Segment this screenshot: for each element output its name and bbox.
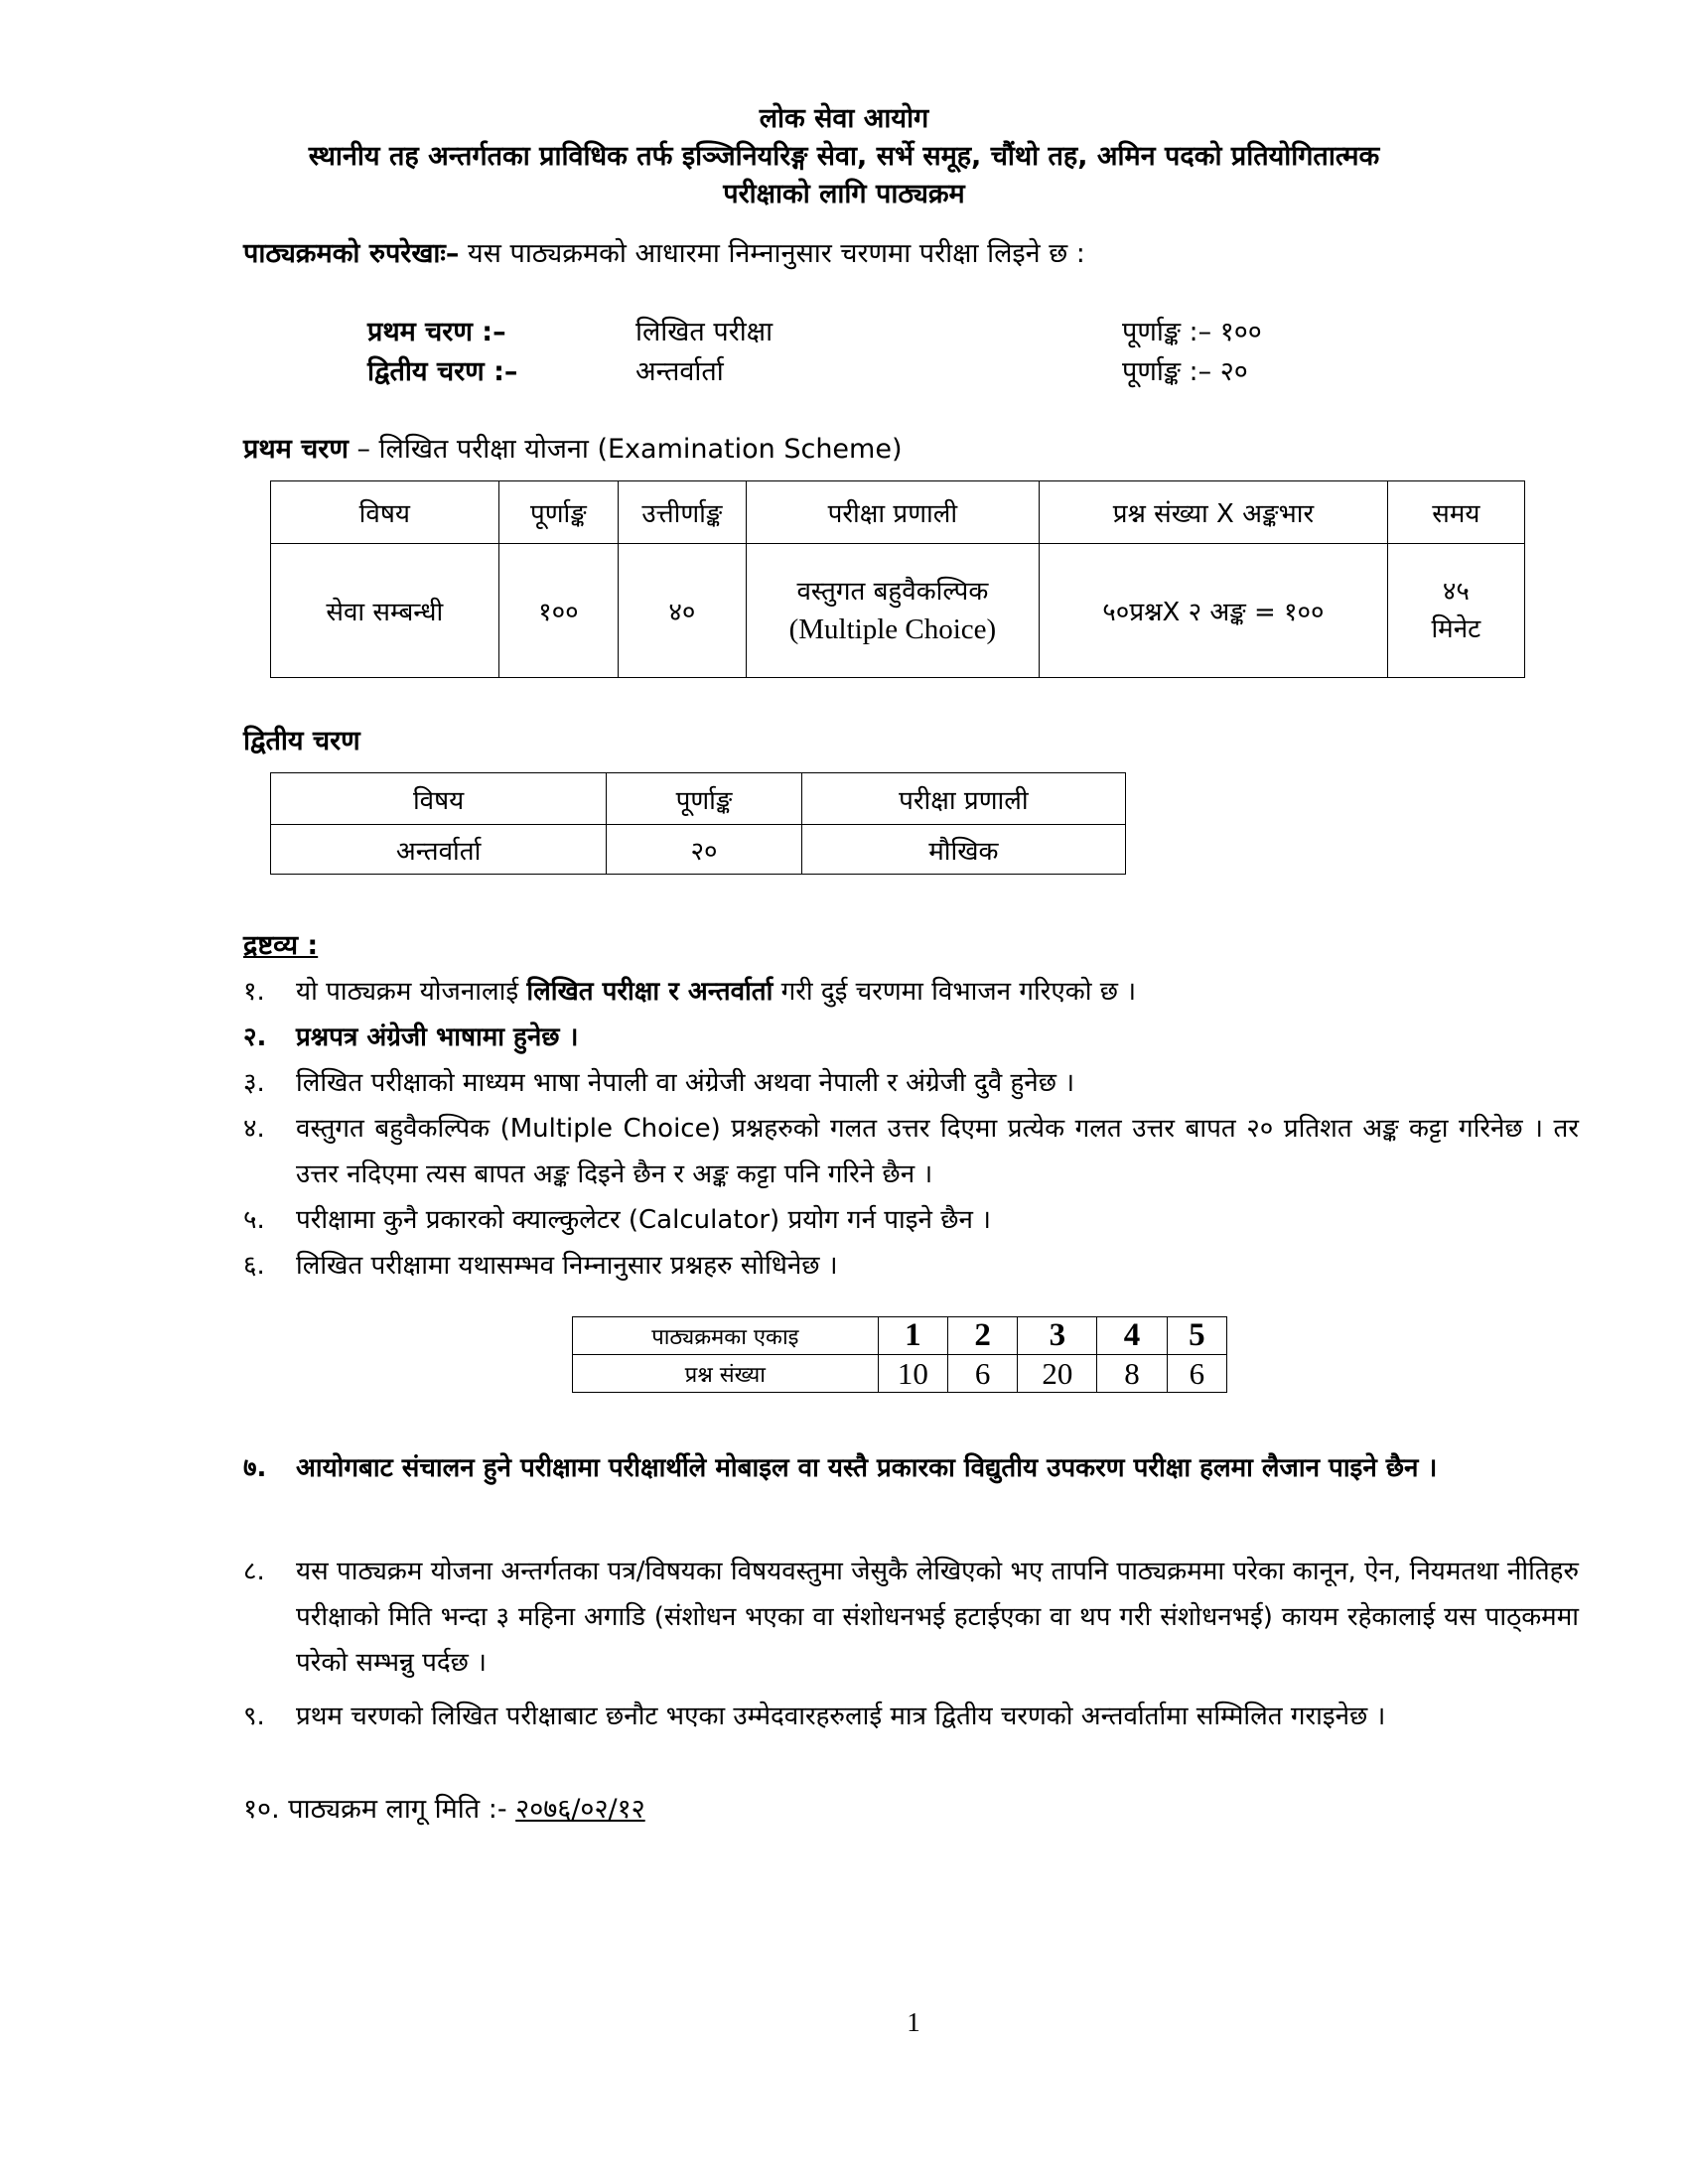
exam-system-line1: वस्तुगत बहुवैकल्पिक bbox=[796, 577, 989, 607]
note-7-text: आयोगबाट संचालन हुने परीक्षामा परीक्षार्थीले मोबाइल वा यस्तै प्रकारका विद्युतीय उपकरण परीक्षा हलमा लैजान पाइने छैन । bbox=[296, 1453, 1438, 1483]
unit-question-table bbox=[572, 1316, 1227, 1393]
stage1-desc: लिखित परीक्षा bbox=[635, 317, 774, 347]
note-9-number: ९. bbox=[243, 1702, 265, 1731]
col-header-full-marks: पूर्णाङ्क bbox=[498, 481, 618, 544]
interview-row bbox=[271, 825, 1126, 875]
note-1-text-c: गरी दुई चरणमा विभाजन गरिएको छ । bbox=[780, 977, 1137, 1007]
unit-1: 1 bbox=[878, 1317, 947, 1355]
col-header-exam-system: परीक्षा प्रणाली bbox=[746, 481, 1039, 544]
interview-cell-subject: अन्तर्वार्ता bbox=[271, 825, 607, 875]
note-5-number: ५. bbox=[243, 1205, 265, 1235]
exam-scheme-table bbox=[270, 480, 1525, 678]
question-count-label: प्रश्न संख्या bbox=[573, 1355, 879, 1393]
stage2-name: द्वितीय चरण :– bbox=[367, 356, 518, 387]
col-header-pass-marks: उत्तीर्णाङ्क bbox=[619, 481, 747, 544]
exam-system-line2: (Multiple Choice) bbox=[788, 614, 997, 645]
count-unit-3: 20 bbox=[1018, 1355, 1097, 1393]
note-1-text-bold: लिखित परीक्षा र अन्तर्वार्ता bbox=[526, 977, 774, 1007]
stage1-marks: पूर्णाङ्क :– १०० bbox=[1122, 317, 1262, 347]
commission-title: लोक सेवा आयोग bbox=[759, 103, 929, 134]
effective-date: २०७६/०२/१२ bbox=[515, 1794, 645, 1825]
first-stage-heading-bold: प्रथम चरण bbox=[243, 434, 349, 465]
unit-5: 5 bbox=[1167, 1317, 1226, 1355]
cell-questions: ५०प्रश्नX २ अङ्क = १०० bbox=[1040, 544, 1388, 678]
note-8-number: ८. bbox=[243, 1557, 265, 1586]
interview-col-full-marks: पूर्णाङ्क bbox=[607, 773, 802, 825]
outline-line bbox=[243, 236, 1085, 272]
note-6-text: लिखित परीक्षामा यथासम्भव निम्नानुसार प्रश्नहरु सोधिनेछ । bbox=[296, 1251, 838, 1281]
note-10 bbox=[243, 1787, 645, 1833]
interview-cell-system: मौखिक bbox=[801, 825, 1125, 875]
cell-time bbox=[1387, 544, 1524, 678]
second-stage-heading: द्वितीय चरण bbox=[243, 726, 360, 756]
cell-subject: सेवा सम्बन्धी bbox=[271, 544, 499, 678]
col-header-questions: प्रश्न संख्या X अङ्कभार bbox=[1040, 481, 1388, 544]
note-2-number: २. bbox=[243, 1023, 267, 1052]
note-1-text-a: यो पाठ्यक्रम योजनालाई bbox=[296, 977, 519, 1007]
interview-col-system: परीक्षा प्रणाली bbox=[801, 773, 1125, 825]
time-line1: ४५ bbox=[1442, 577, 1470, 607]
stage2-marks: पूर्णाङ्क :– २० bbox=[1122, 356, 1248, 387]
unit-2: 2 bbox=[948, 1317, 1018, 1355]
exam-scheme-row bbox=[271, 544, 1525, 678]
cell-full-marks: १०० bbox=[498, 544, 618, 678]
note-6-number: ६. bbox=[243, 1251, 265, 1281]
note-4-text: वस्तुगत बहुवैकल्पिक (Multiple Choice) प्रश्नहरुको गलत उत्तर दिएमा प्रत्येक गलत उत्तर बापत २० प्रतिशत अङ्क कट्टा गरिनेछ । तर उत्तर नदिएमा त्यस बापत अङ्क दिइने छैन र अङ्क कट्टा पनि गरिने छैन । bbox=[296, 1114, 1579, 1189]
count-unit-4: 8 bbox=[1097, 1355, 1167, 1393]
syllabus-title: परीक्षाको लागि पाठ्यक्रम bbox=[723, 179, 965, 209]
col-header-subject: विषय bbox=[271, 481, 499, 544]
page-number: 1 bbox=[907, 2007, 920, 2037]
unit-row bbox=[573, 1317, 1227, 1355]
notes-heading: द्रष्टव्य : bbox=[243, 930, 319, 961]
note-7-number: ७. bbox=[243, 1453, 267, 1483]
unit-row-label: पाठ्यक्रमका एकाइ bbox=[573, 1317, 879, 1355]
note-1-number: १. bbox=[243, 977, 265, 1007]
first-stage-heading-rest: – लिखित परीक्षा योजना (Examination Scheme) bbox=[356, 434, 903, 465]
count-unit-2: 6 bbox=[948, 1355, 1018, 1393]
note-4-number: ४. bbox=[243, 1114, 265, 1144]
outline-label: पाठ्यक्रमको रुपरेखाः– bbox=[243, 238, 460, 269]
note-2-text: प्रश्नपत्र अंग्रेजी भाषामा हुनेछ । bbox=[296, 1023, 579, 1052]
interview-header-row bbox=[271, 773, 1126, 825]
note-3-text: लिखित परीक्षाको माध्यम भाषा नेपाली वा अंग्रेजी अथवा नेपाली र अंग्रेजी दुवै हुनेछ । bbox=[296, 1068, 1075, 1098]
note-5-text: परीक्षामा कुनै प्रकारको क्याल्कुलेटर (Calculator) प्रयोग गर्न पाइने छैन । bbox=[296, 1205, 992, 1235]
note-8-text: यस पाठ्यक्रम योजना अन्तर्गतका पत्र/विषयका विषयवस्तुमा जेसुकै लेखिएको भए तापनि पाठ्यक्रममा परेका कानून, ऐन, नियमतथा नीतिहरु परीक्षाको मिति भन्दा ३ महिना अगाडि (संशोधन भएका वा संशोधनभई हटाईएका वा थप गरी संशोधनभई) कायम रहेकालाई यस पाठ्कममा परेको सम्भन्नु पर्दछ । bbox=[296, 1557, 1579, 1678]
count-unit-5: 6 bbox=[1167, 1355, 1226, 1393]
interview-col-subject: विषय bbox=[271, 773, 607, 825]
interview-table bbox=[270, 772, 1126, 875]
col-header-time: समय bbox=[1387, 481, 1524, 544]
note-10-text: पाठ्यक्रम लागू मिति :- bbox=[288, 1794, 507, 1825]
outline-text: यस पाठ्यक्रमको आधारमा निम्नानुसार चरणमा परीक्षा लिइने छ : bbox=[467, 238, 1085, 269]
note-10-number: १०. bbox=[243, 1794, 280, 1825]
exam-scheme-header-row bbox=[271, 481, 1525, 544]
time-line2: मिनेट bbox=[1431, 614, 1481, 644]
unit-4: 4 bbox=[1097, 1317, 1167, 1355]
first-stage-heading bbox=[243, 429, 903, 466]
note-3-number: ३. bbox=[243, 1068, 265, 1098]
unit-3: 3 bbox=[1018, 1317, 1097, 1355]
question-count-row bbox=[573, 1355, 1227, 1393]
stage1-name: प्रथम चरण :– bbox=[367, 317, 506, 347]
note-9-text: प्रथम चरणको लिखित परीक्षाबाट छनौट भएका उम्मेदवारहरुलाई मात्र द्वितीय चरणको अन्तर्वार्तामा सम्मिलित गराइनेछ । bbox=[296, 1702, 1386, 1731]
count-unit-1: 10 bbox=[878, 1355, 947, 1393]
stage2-desc: अन्तर्वार्ता bbox=[635, 356, 724, 387]
cell-pass-marks: ४० bbox=[619, 544, 747, 678]
cell-exam-system bbox=[746, 544, 1039, 678]
syllabus-subtitle: स्थानीय तह अन्तर्गतका प्राविधिक तर्फ इञ्जिनियरिङ्ग सेवा, सर्भे समूह, चौंथो तह, अमिन पदको प्रतियोगितात्मक bbox=[308, 141, 1380, 172]
interview-cell-marks: २० bbox=[607, 825, 802, 875]
